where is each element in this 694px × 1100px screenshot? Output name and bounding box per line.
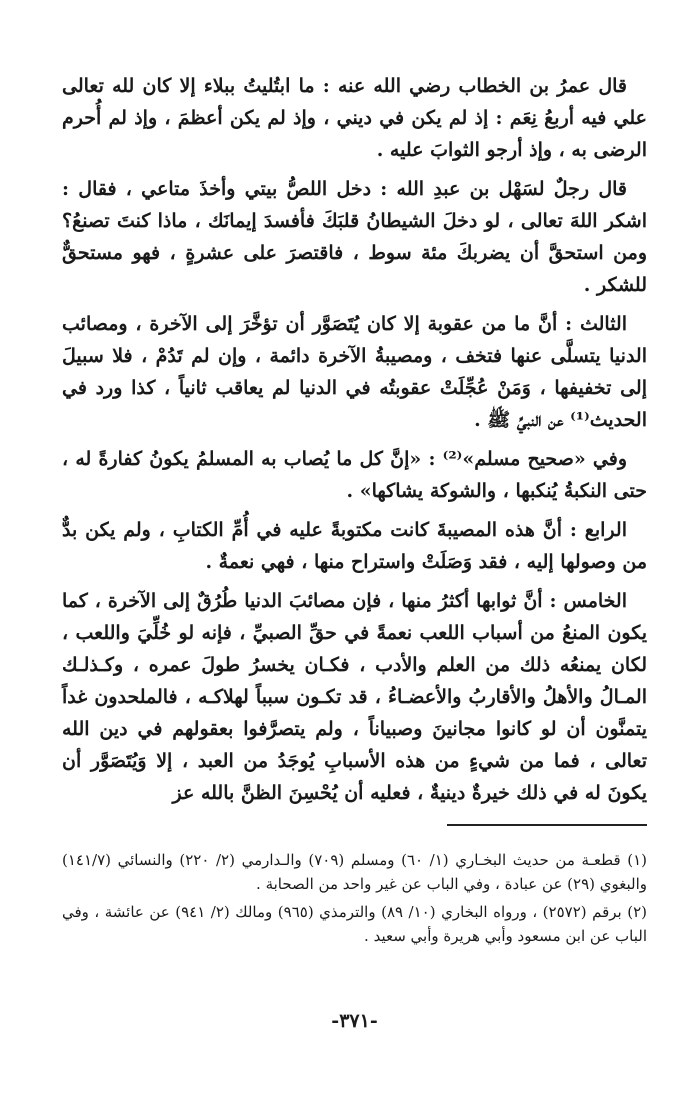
paragraph-third-point: الثالث : أنَّ ما من عقوبة إلا كان يُتَصَوَّر أن تؤخَّرَ إلى الآخرة ، ومصائب الدنيا يتسلَّى عنها فتخف ، ومصيبةُ الآخرة دائمة ، وإن لم تَدُمْ ، فلا سبيلَ إلى تخفيفها ، وَمَنْ عُجِّلَتْ عقوبتُه في الدنيا لم يعاقب ثانياً ، كذا ورد في الحديث⁽¹⁾ عن النبيِّ ﷺ . — [62, 313, 647, 431]
page-body — [62, 70, 647, 1070]
paragraph-fifth-point: الخامس : أنَّ ثوابها أكثرُ منها ، فإن مصائبَ الدنيا طُرُقٌ إلى الآخرة ، كما يكون المنعُ من أسباب اللعب نعمةً في حقِّ الصبيِّ ، فإنه لو خُلِّيَ واللعب ، لكان يمنعُه ذلك من العلم والأدب ، فكـان يخسرُ طولَ عمره ، وكـذلـك المـالُ والأهلُ والأقاربُ والأعضـاءُ ، قد تكـون سبباً لهلاكـه ، فالملحدون غداً يتمنَّون أن لو كانوا مجانينَ وصبياناً ، ولم يتصرَّفوا بعقولهم في دين الله تعالى ، فما من شيءٍ من هذه الأسبابِ يُوجَدُ من العبد ، إلا وَيُتَصَوَّر أن يكونَ له في ذلك خيرةٌ دينيةٌ ، فعليه أن يُحْسِنَ الظنَّ بالله عز — [62, 590, 647, 804]
page-number: -٣٧١- — [331, 1010, 378, 1032]
paragraph-umar-quote: قال عمرُ بن الخطاب رضي الله عنه : ما ابتُليتُ ببلاء إلا كان لله تعالى علي فيه أربعُ نِعَم : إذ لم يكن في ديني ، وإذ لم يكن أعظمَ ، وإذ لم أُحرم الرضى به ، وإذ أرجو الثوابَ عليه . — [62, 75, 647, 161]
footnotes-section — [62, 848, 647, 952]
footnote-divider — [447, 824, 647, 826]
paragraph-sahl-story: قال رجلٌ لسَهْل بن عبدِ الله : دخل اللصُّ بيتي وأخذَ متاعي ، فقال : اشكر اللهَ تعالى ، لو دخلَ الشيطانُ قلبَكَ فأفسدَ إيمانَك ، ماذا كنتَ تصنعُ؟ ومن استحقَّ أن يضربكَ مئة سوط ، فاقتصرَ على عشرةٍ ، فهو مستحقٌّ للشكر . — [62, 178, 647, 296]
paragraph-sahih-muslim: وفي «صحيح مسلم»⁽²⁾ : «إنَّ كل ما يُصاب به المسلمُ يكونُ كفارةً له ، حتى النكبةُ يُنكبها ، والشوكة يشاكها» . — [62, 448, 647, 502]
footnote-1: (١) قطعـة من حديث البخـاري (١/ ٦٠) ومسلم (٧٠٩) والـدارمي (٢/ ٢٢٠) والنسائي (١٤١/٧) والبغوي (٢٩) عن عبادة ، وفي الباب عن غير واحد من الصحابة . — [62, 851, 647, 893]
footnote-2: (٢) برقم (٢٥٧٢) ، ورواه البخاري (١٠/ ٨٩) والترمذي (٩٦٥) ومالك (٢/ ٩٤١) عن عائشة ، وفي الباب عن ابن مسعود وأبي هريرة وأبي سعيد . — [62, 903, 647, 945]
paragraph-fourth-point: الرابع : أنَّ هذه المصيبةَ كانت مكتوبةً عليه في أُمِّ الكتابِ ، ولم يكن بدٌّ من وصولها إليه ، فقد وَصَلَتْ واستراح منها ، فهي نعمةٌ . — [62, 519, 647, 573]
